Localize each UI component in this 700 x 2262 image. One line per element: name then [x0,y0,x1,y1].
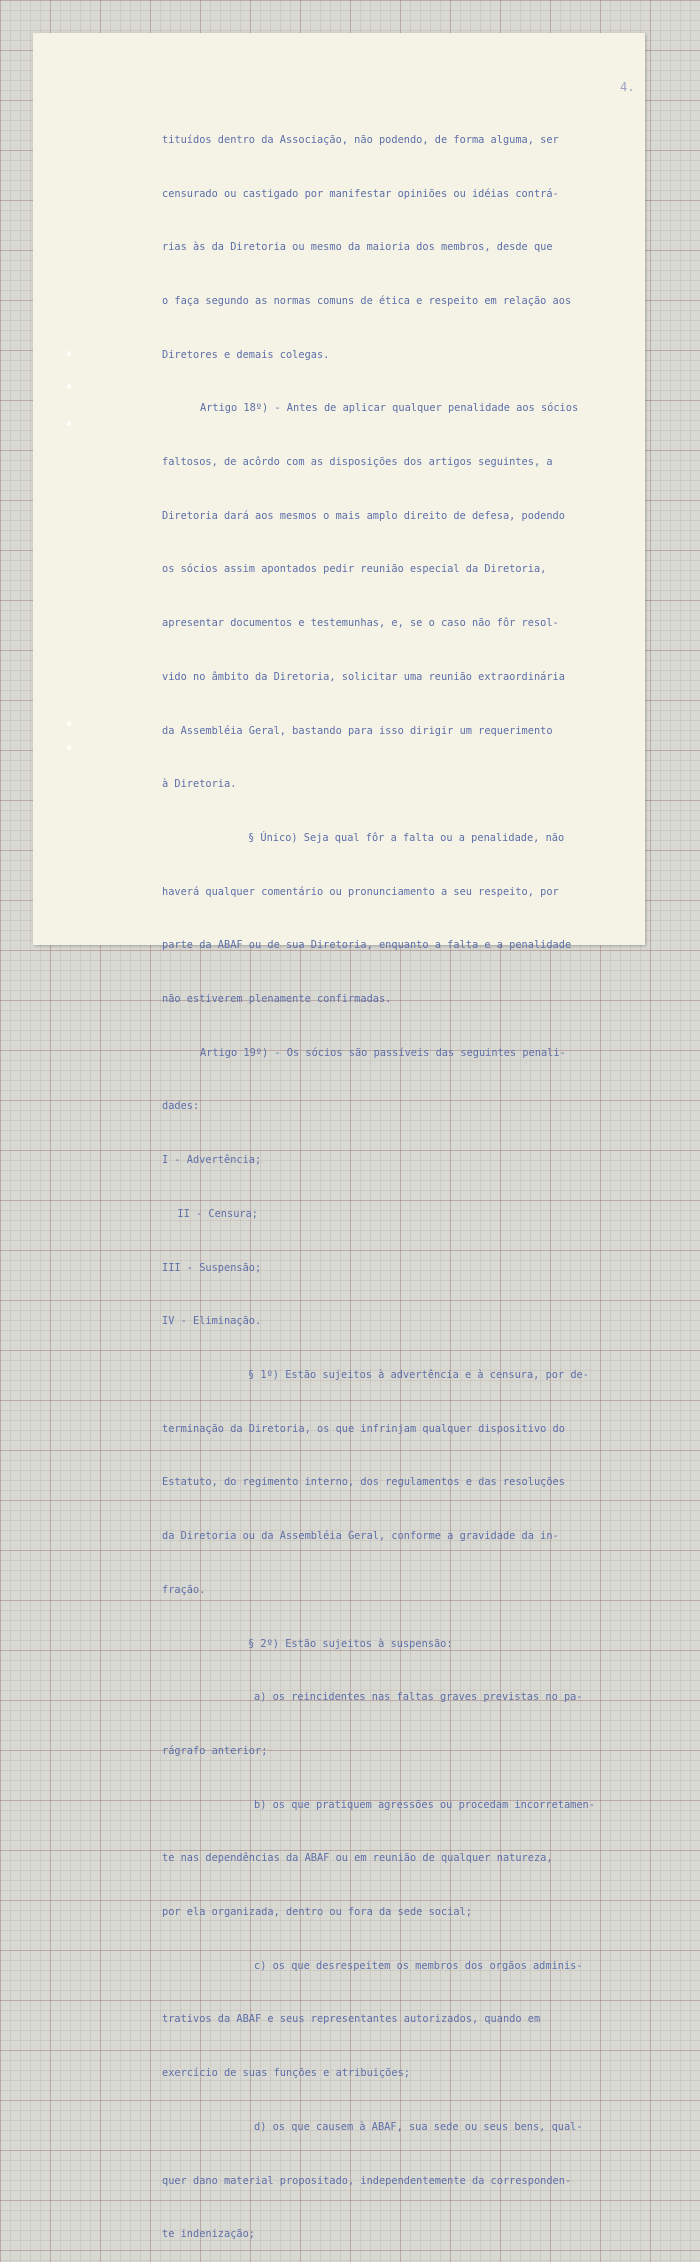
staple-hole [67,351,71,356]
text-line: rias às da Diretoria ou mesmo da maioria dos membros, desde que [162,241,553,254]
staple-hole [67,721,71,726]
item-b: b) os que pratiquem agressões ou procedam incorretamen- [254,1798,595,1811]
paragraph-unico: § Único) Seja qual fôr a falta ou a penalidade, não [248,831,565,844]
text-line: Diretoria dará aos mesmos o mais amplo direito de defesa, podendo [162,509,565,522]
text-line: os sócios assim apontados pedir reunião especial da Diretoria, [162,563,547,576]
penalty-text: II - Censura; [177,1207,258,1220]
text-line: parte da ABAF ou de sua Diretoria, enquanto a falta e a penalidade [162,939,572,952]
text-line: Estatuto, do regimento interno, dos regulamentos e das resoluções [162,1476,565,1489]
text-line: fração. [162,1583,206,1596]
penalty-item [162,1260,662,1278]
text-line: vido no âmbito da Diretoria, solicitar uma reunião extraordinária [162,670,565,683]
article-18-heading: Artigo 18º) - Antes de aplicar qualquer penalidade aos sócios [200,402,579,415]
text-line: faltosos, de acôrdo com as disposições dos artigos seguintes, a [162,456,553,469]
penalty-item [162,1152,662,1170]
text-line: quer dano material propositado, independentemente da corresponden- [162,2174,572,2187]
penalty-item [162,1206,662,1224]
item-a: a) os reincidentes nas faltas graves previstas no pa- [254,1691,583,1704]
item-c: c) os que desrespeitem os membros dos orgãos adminis- [254,1959,583,1972]
typed-text [162,96,662,2262]
item-d: d) os que causem à ABAF, sua sede ou seus bens, qual- [254,2120,583,2133]
text-line: à Diretoria. [162,778,237,791]
staple-hole [67,421,71,426]
text-line: da Assembléia Geral, bastando para isso dirigir um requerimento [162,724,553,737]
text-line: terminação da Diretoria, os que infrinjam qualquer dispositivo do [162,1422,565,1435]
text-line: exercício de suas funções e atribuições; [162,2067,410,2080]
text-line: te indenização; [162,2228,255,2241]
penalty-text: I - Advertência; [162,1154,262,1167]
page-number: 4. [620,80,635,94]
text-line: censurado ou castigado por manifestar opiniões ou idéias contrá- [162,187,559,200]
penalty-text: III - Suspensão; [162,1261,262,1274]
text-line: rágrafo anterior; [162,1744,268,1757]
text-line: trativos da ABAF e seus representantes autorizados, quando em [162,2013,541,2026]
text-line: por ela organizada, dentro ou fora da sede social; [162,1906,472,1919]
text-line: te nas dependências da ABAF ou em reunião de qualquer natureza, [162,1852,553,1865]
text-line: da Diretoria ou da Assembléia Geral, conforme a gravidade da in- [162,1530,559,1543]
text-line: apresentar documentos e testemunhas, e, se o caso não fôr resol- [162,617,559,630]
staple-hole [67,745,71,750]
paragraph-1: § 1º) Estão sujeitos à advertência e à censura, por de- [248,1368,589,1381]
paragraph-2: § 2º) Estão sujeitos à suspensão: [248,1637,453,1650]
text-line: haverá qualquer comentário ou pronunciamento a seu respeito, por [162,885,559,898]
penalty-item [162,1313,662,1331]
staple-hole [67,384,71,389]
text-line: o faça segundo as normas comuns de ética e respeito em relação aos [162,294,572,307]
text-line: não estiverem plenamente confirmadas. [162,993,392,1006]
text-line: dades: [162,1100,200,1113]
text-line: Diretores e demais colegas. [162,348,330,361]
article-19-heading: Artigo 19º) - Os sócios são passíveis das seguintes penali- [200,1046,566,1059]
text-line: tituídos dentro da Associação, não podendo, de forma alguma, ser [162,133,559,146]
penalty-text: IV - Eliminação. [162,1315,262,1328]
